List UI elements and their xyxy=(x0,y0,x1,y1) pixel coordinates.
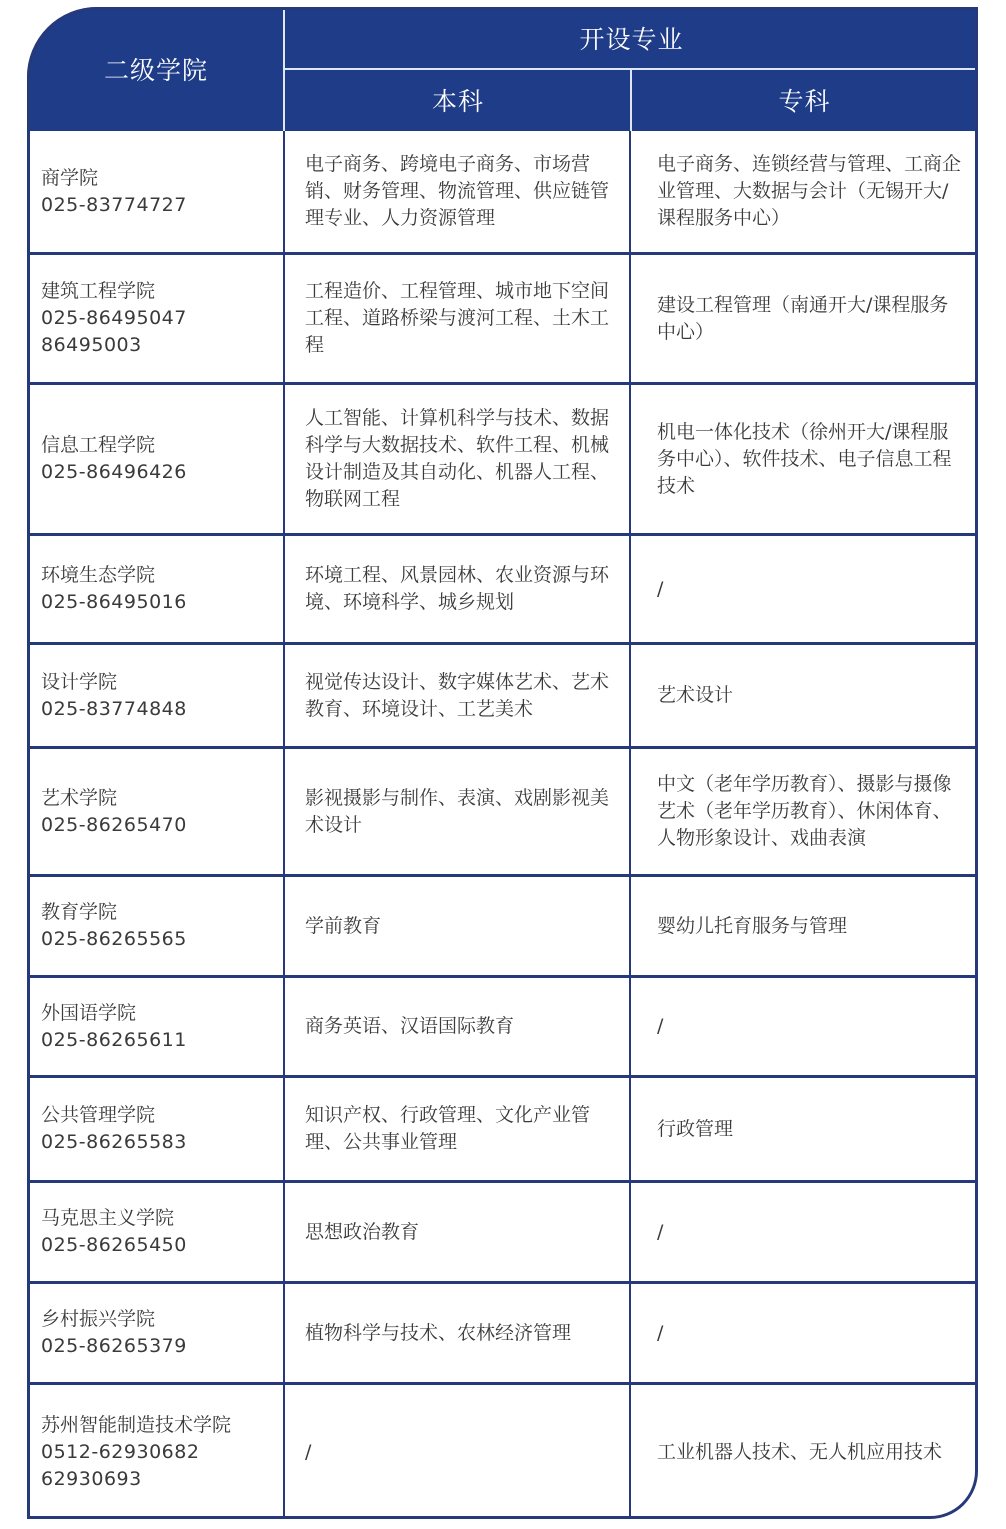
majors-table xyxy=(27,7,978,1519)
college-phone: 025-83774727 xyxy=(41,193,187,216)
college-name: 马克思主义学院 xyxy=(41,1207,175,1229)
college-phone: 025-86495047 xyxy=(41,307,187,329)
undergrad-cell: 学前教育 xyxy=(285,877,631,975)
table-row xyxy=(27,975,978,1075)
junior-cell: / xyxy=(657,1321,664,1344)
college-cell xyxy=(27,877,285,975)
college-name: 艺术学院 xyxy=(41,786,118,809)
college-cell xyxy=(27,645,285,746)
undergrad-cell: 人工智能、计算机科学与技术、数据科学与大数据技术、软件工程、机械设计制造及其自动化、机器人工程、物联网工程 xyxy=(285,385,631,533)
college-cell xyxy=(27,1183,285,1281)
undergrad-cell: / xyxy=(285,1385,631,1519)
undergrad-cell: 影视摄影与制作、表演、戏剧影视美术设计 xyxy=(285,749,631,874)
college-name: 环境生态学院 xyxy=(41,564,156,586)
undergrad-cell: 环境工程、风景园林、农业资源与环境、环境科学、城乡规划 xyxy=(285,536,631,642)
college-cell xyxy=(27,1078,285,1180)
undergrad-cell: 视觉传达设计、数字媒体艺术、艺术教育、环境设计、工艺美术 xyxy=(285,645,631,746)
college-name: 外国语学院 xyxy=(41,1001,137,1024)
undergrad-cell: 工程造价、工程管理、城市地下空间工程、道路桥梁与渡河工程、土木工程 xyxy=(285,255,631,382)
table-row xyxy=(27,642,978,746)
junior-cell: 艺术设计 xyxy=(657,684,734,706)
college-cell xyxy=(27,385,285,533)
table-row xyxy=(27,131,978,252)
table-row xyxy=(27,1382,978,1519)
junior-cell: 中文（老年学历教育）、摄影与摄像艺术（老年学历教育）、休闲体育、人物形象设计、戏曲表演 xyxy=(657,773,952,849)
junior-cell: / xyxy=(657,1015,664,1037)
college-phone: 025-86265583 xyxy=(41,1131,187,1153)
header-college: 二级学院 xyxy=(103,56,208,85)
college-phone: 025-86265611 xyxy=(41,1028,187,1051)
junior-cell: / xyxy=(657,1220,664,1243)
college-name: 建筑工程学院 xyxy=(41,280,156,302)
college-name: 苏州智能制造技术学院 xyxy=(41,1413,232,1436)
undergrad-cell: 电子商务、跨境电子商务、市场营销、财务管理、物流管理、供应链管理专业、人力资源管理 xyxy=(285,131,631,252)
junior-cell: 电子商务、连锁经营与管理、工商企业管理、大数据与会计（无锡开大/课程服务中心） xyxy=(657,153,962,229)
college-phone: 025-86495016 xyxy=(41,591,187,613)
college-cell xyxy=(27,131,285,252)
table-row xyxy=(27,746,978,874)
table-row xyxy=(27,1075,978,1180)
college-cell xyxy=(27,978,285,1075)
header-divider xyxy=(630,69,632,131)
college-cell xyxy=(27,1284,285,1382)
college-phone: 025-86496426 xyxy=(41,461,187,483)
junior-cell: / xyxy=(657,577,664,600)
college-cell xyxy=(27,1385,285,1519)
junior-cell: 机电一体化技术（徐州开大/课程服务中心）、软件技术、电子信息工程技术 xyxy=(657,420,952,497)
table-row xyxy=(27,1281,978,1382)
college-name: 设计学院 xyxy=(41,670,118,693)
college-phone-2: 62930693 xyxy=(41,1467,142,1490)
header-junior: 专科 xyxy=(778,87,831,116)
college-name: 商学院 xyxy=(41,166,99,189)
college-cell xyxy=(27,749,285,874)
undergrad-cell: 植物科学与技术、农林经济管理 xyxy=(285,1284,631,1382)
junior-cell: 行政管理 xyxy=(657,1117,734,1140)
undergrad-cell: 知识产权、行政管理、文化产业管理、公共事业管理 xyxy=(285,1078,631,1180)
college-phone: 0512-62930682 xyxy=(41,1440,200,1463)
college-phone-2: 86495003 xyxy=(41,334,142,356)
college-phone: 025-86265470 xyxy=(41,813,187,836)
undergrad-cell: 思想政治教育 xyxy=(285,1183,631,1281)
college-name: 教育学院 xyxy=(41,901,118,923)
table-row xyxy=(27,382,978,533)
header-undergrad: 本科 xyxy=(431,87,484,116)
college-name: 公共管理学院 xyxy=(41,1104,156,1126)
college-phone: 025-86265379 xyxy=(41,1335,187,1357)
college-cell xyxy=(27,255,285,382)
junior-cell: 婴幼儿托育服务与管理 xyxy=(657,914,848,937)
table-row xyxy=(27,252,978,382)
table-header xyxy=(27,7,978,131)
college-name: 乡村振兴学院 xyxy=(41,1308,156,1330)
table-row xyxy=(27,533,978,642)
table-row xyxy=(27,874,978,975)
undergrad-cell: 商务英语、汉语国际教育 xyxy=(285,978,631,1075)
college-phone: 025-86265565 xyxy=(41,928,187,950)
college-phone: 025-83774848 xyxy=(41,697,187,720)
header-majors: 开设专业 xyxy=(579,25,684,54)
junior-cell: 建设工程管理（南通开大/课程服务中心） xyxy=(657,293,949,343)
junior-cell: 工业机器人技术、无人机应用技术 xyxy=(657,1440,943,1463)
college-cell xyxy=(27,536,285,642)
college-name: 信息工程学院 xyxy=(41,434,156,456)
college-phone: 025-86265450 xyxy=(41,1234,187,1256)
table-body xyxy=(27,131,978,1519)
table-row xyxy=(27,1180,978,1281)
